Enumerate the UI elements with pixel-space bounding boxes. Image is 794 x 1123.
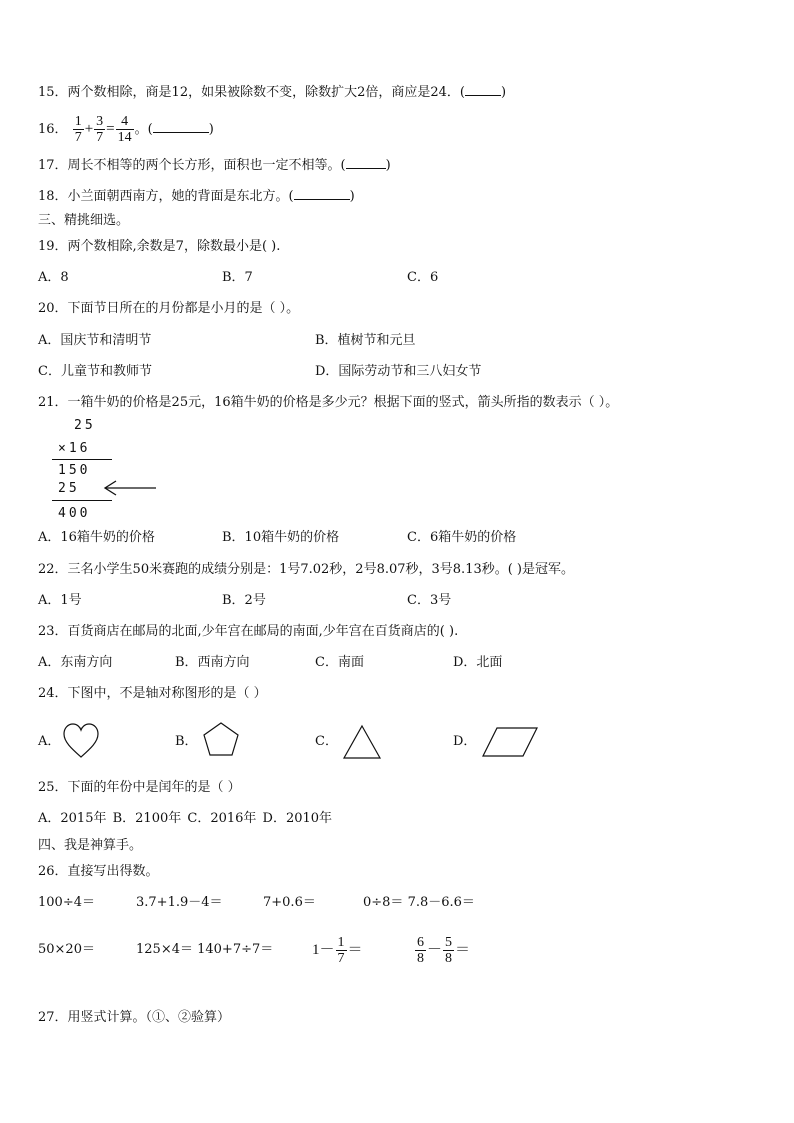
question-27: 27．用竖式计算。（①、②验算） [38, 1010, 231, 1025]
q17-number: 17． [38, 158, 68, 173]
calc-row-5: 400 [58, 506, 91, 521]
q18-stem: 小兰面朝西南方，她的背面是东北方。( [67, 189, 294, 204]
q24-option-c[interactable]: C． [315, 734, 338, 749]
q20-option-a[interactable]: A．国庆节和清明节 [38, 333, 152, 348]
question-15 [38, 83, 506, 101]
q15-stem: 两个数相除，商是12，如果被除数不变，除数扩大2倍，商应是24．( [67, 85, 465, 100]
q16-number: 16． [38, 122, 68, 137]
q19-option-a[interactable]: A．8 [38, 270, 69, 285]
q16-tail: 。( [134, 122, 153, 137]
question-22: 22．三名小学生50米赛跑的成绩分别是：1号7.02秒，2号8.07秒，3号8.13秒。( )是冠军。 [38, 562, 575, 577]
q24-option-d[interactable]: D． [453, 734, 477, 749]
q21-option-a[interactable]: A．16箱牛奶的价格 [38, 530, 155, 545]
calc-item[interactable]: 7+0.6＝ [263, 895, 316, 910]
calc-item[interactable]: 125×4＝ 140+7÷7＝ [136, 942, 274, 957]
question-16 [38, 112, 214, 147]
q19-option-c[interactable]: C．6 [407, 270, 439, 285]
q21-option-c[interactable]: C．6箱牛奶的价格 [407, 530, 517, 545]
pentagon-icon [202, 721, 240, 757]
q16-close: ) [208, 122, 214, 137]
q17-close: ) [385, 158, 391, 173]
answer-blank[interactable] [465, 83, 501, 96]
plus-sign: + [84, 121, 94, 137]
triangle-icon [342, 724, 382, 760]
arrow-icon [102, 480, 158, 496]
fraction-3-7: $\frac{3}{7}$ [96, 114, 104, 145]
question-19: 19．两个数相除,余数是7，除数最小是( ). [38, 239, 281, 254]
question-21: 21．一箱牛奶的价格是25元，16箱牛奶的价格是多少元？根据下面的竖式，箭头所指的数表示（ ）。 [38, 395, 619, 410]
calc-item[interactable]: 50×20＝ [38, 942, 95, 957]
calc-rule-2 [52, 500, 112, 501]
calc-item[interactable]: 3.7+1.9－4＝ [136, 895, 223, 910]
question-18 [38, 187, 355, 205]
calc-rule-1 [52, 459, 112, 460]
calc-row-2: ×16 [58, 441, 91, 456]
q21-option-b[interactable]: B．10箱牛奶的价格 [222, 530, 340, 545]
q15-text: 15． [38, 85, 68, 100]
fraction-1-7: $\frac{1}{7}$ [74, 114, 82, 145]
q20-option-c[interactable]: C．儿童节和教师节 [38, 364, 152, 379]
parallelogram-icon [481, 726, 539, 758]
question-20: 20．下面节日所在的月份都是小月的是（ ）。 [38, 301, 300, 316]
q17-stem: 周长不相等的两个长方形，面积也一定不相等。( [67, 158, 346, 173]
question-25: 25．下面的年份中是闰年的是（ ） [38, 780, 241, 795]
q24-option-b[interactable]: B． [175, 734, 198, 749]
calc-item-fraction-2[interactable]: $\frac{6}{8}$ － $\frac{5}{8}$ ＝ [417, 935, 471, 966]
equals-sign: = [106, 121, 115, 137]
q18-close: ) [349, 189, 355, 204]
q22-option-c[interactable]: C．3号 [407, 593, 452, 608]
calc-row-4: 25 [58, 481, 80, 496]
calc-row-3: 150 [58, 463, 91, 478]
q23-option-b[interactable]: B．西南方向 [175, 655, 250, 670]
answer-blank[interactable] [346, 156, 386, 169]
q20-option-b[interactable]: B．植树节和元旦 [315, 333, 416, 348]
q22-option-b[interactable]: B．2号 [222, 593, 266, 608]
q23-option-a[interactable]: A．东南方向 [38, 655, 113, 670]
answer-blank[interactable] [153, 120, 209, 133]
question-23: 23．百货商店在邮局的北面,少年宫在邮局的南面,少年宫在百货商店的( ). [38, 624, 459, 639]
question-24: 24．下图中，不是轴对称图形的是（ ） [38, 686, 267, 701]
fraction-4-14: $\frac{4}{14}$ [117, 114, 132, 145]
question-26: 26．直接写出得数。 [38, 864, 159, 879]
calc-row-1: 25 [74, 418, 96, 433]
q22-option-a[interactable]: A．1号 [38, 593, 82, 608]
q23-option-c[interactable]: C．南面 [315, 655, 364, 670]
heart-icon [62, 722, 100, 760]
q23-option-d[interactable]: D．北面 [453, 655, 503, 670]
q24-option-a[interactable]: A． [38, 734, 61, 749]
calc-item[interactable]: 0÷8＝ 7.8－6.6＝ [363, 895, 475, 910]
section-4-heading: 四、我是神算手。 [38, 838, 143, 853]
section-3-heading: 三、精挑细选。 [38, 213, 130, 228]
q20-option-d[interactable]: D．国际劳动节和三八妇女节 [315, 364, 482, 379]
q15-close: ) [500, 85, 507, 100]
q25-options[interactable]: A．2015年 B．2100年 C．2016年 D．2010年 [38, 811, 333, 826]
q19-option-b[interactable]: B．7 [222, 270, 253, 285]
calc-item[interactable]: 100÷4＝ [38, 895, 95, 910]
answer-blank[interactable] [294, 187, 350, 200]
calc-item-fraction-1[interactable]: 1－ $\frac{1}{7}$ ＝ [312, 935, 363, 966]
question-17 [38, 156, 391, 174]
q18-number: 18． [38, 189, 68, 204]
